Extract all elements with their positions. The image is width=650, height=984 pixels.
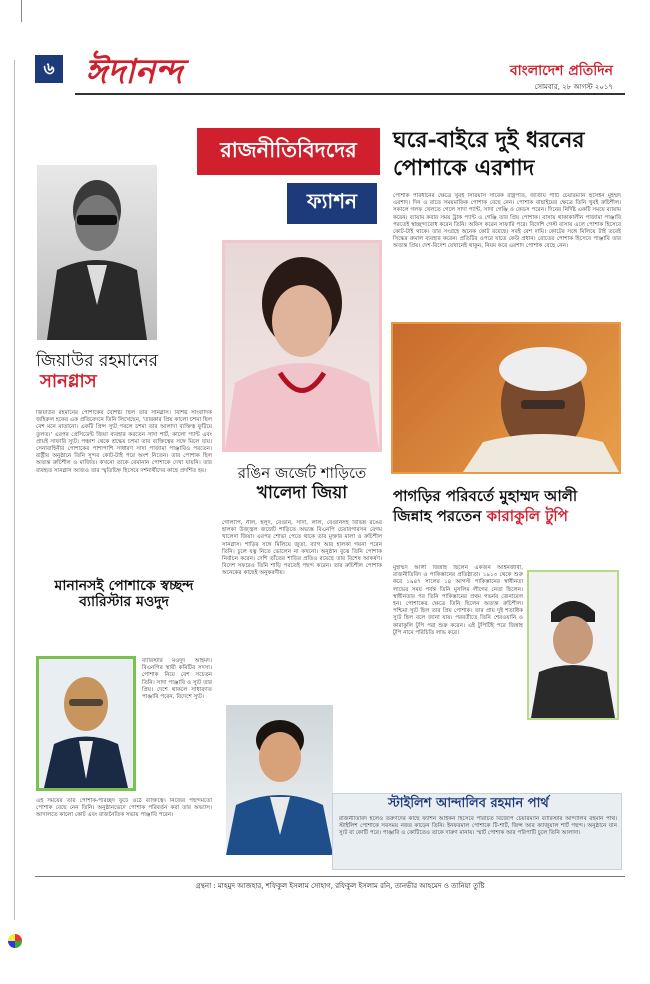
ziaur-title-line2: সানগ্লাস <box>40 370 97 392</box>
newspaper-name: বাংলাদেশ প্রতিদিন <box>509 63 613 79</box>
ershad-body: পোশাক পরিধানের ক্ষেত্রে খুবই সিরিয়াস সাবেক রাষ্ট্রপতি, জাতীয় পার্টি চেয়ারম্যান হুসেইন মুহম্মদ এরশাদ। দিন ও রাতে সময়মাফিক পোশাক বেছে নেন। পোশাক বাছাইয়ের ক্ষেত্রে তিনি খুবই রুচিশীল। সকালে গলফ খেলতে গেলে সাদা প্যান্ট, সাদা গেঞ্জি ও কেডস পরেন। দিনের নির্দিষ্ট একটি সময়ে ব্যায়াম করেন। ব্যায়াম করার সময় ট্রাক প্যান্ট ও গেঞ্জি তার প্রিয় পোশাক। বাসায় থাকাকালীন পাজামা পাঞ্জাবি পরতেই স্বাচ্ছন্দ্যবোধ করেন তিনি। অফিস করেন সাফারি পরে। বিদেশি গেস্ট বাসায় এলে পোশাক হিসেবে কোট-টাই থাকে। তার সংগ্রহে অনেক কোট রয়েছে। সবই বেশ দামি। কোটের সঙ্গে মিলিয়ে টাই তবেই সিদ্ধের রুমাল ব্যবহার করেন। প্রতিটির ওপরে যাতে কেউ প্রধান। রোতের পোশাক হিসেবে পাঞ্জাবি তার অত্যন্ত প্রিয়। দেশ-বিদেশ যেখানেই থাকুন, নিয়ম করে এরশাদ পোশাক বেছে নেন। <box>393 193 621 250</box>
khaleda-body: গোলাপি, নীল, হলুদ, বেগুনি, সাদা, লাল, বেগুনিসহ বিভিন্ন রঙের হালকা উজ্জ্বল জর্জেট শাড়িতে অভ্যস্ত বিএনপি চেয়ারপারসন বেগম খালেদা জিয়া। এরপর শোভা পেতে থাকে তার মুক্তার মালা ও রুচিশীল সানগ্লাস। শাড়ির সঙ্গে মিলিয়ে জুতা, ব্যাগ আর হালকা গয়না পরেন তিনি। চুলে যত্ন নিতে ভোলেন না কখনো। অনুষ্ঠান বুঝে তিনি পোশাক নির্বাচন করেন। দেশি তাঁতের শাড়ির প্রতিও রয়েছে তার বিশেষ আকর্ষণ। বিদেশ সফরেও তিনি শাড়ি পরতেই পছন্দ করেন। তার রুচিশীল পোশাক অনেকের কাছেই অনুকরণীয়। <box>222 520 382 577</box>
crop-mark-top <box>0 0 22 22</box>
jinnah-photo <box>527 570 619 720</box>
partho-body: রাজনীতিবিদ হলেও তরুণদের কাছে ফ্যাশন আইকন হিসেবে পরিচিত বিজেপি চেয়ারম্যান ব্যারিস্টার আন্দালিব রহমান পার্থ। স্টাইলিশ পোশাকে সবসময় নজর কাড়েন তিনি। ইনফরমাল পোশাকে টি-শার্ট, জিন্স আর ক্যাজুয়াল শার্ট পছন্দ। অনুষ্ঠানে যান স্যুট বা কোটি পরে। পাঞ্জাবি ও কোটিতেও তাকে দারুণ মানায়। স্মার্ট পোশাক আর পরিপাটি চুলে তিনি আলাদা। <box>339 816 617 837</box>
headline-banner <box>197 128 380 224</box>
ziaur-photo <box>37 165 157 340</box>
ershad-photo <box>391 322 621 474</box>
partho-box <box>332 793 622 870</box>
moudud-title-line1: মানানসই পোশাকে স্বচ্ছন্দ <box>54 578 194 594</box>
moudud-photo <box>36 656 136 791</box>
footer-rule <box>35 876 625 877</box>
khaleda-title <box>222 465 382 504</box>
jinnah-title-line2 <box>393 508 623 525</box>
credits: গ্রন্থনা : মাহমুদ আজহার, শফিকুল ইসলাম সোহাগ, রফিকুল ইসলাম রনি, তানভীর আহমেদ ও তানিয়া তুষ্টি <box>195 882 485 890</box>
moudud-title-line2: ব্যারিস্টার মওদুদ <box>79 594 169 611</box>
jinnah-title-line2a: জিন্নাহ পরতেন <box>393 507 487 526</box>
moudud-body-side: ব্যারিস্টার মওদুদ আহমদ। বিএনপির স্থায়ী কমিটির সদস্য। পোশাক নিয়ে বেশ সচেতন তিনি। সাদা পাঞ্জাবি ও স্যুট তার প্রিয়। দেশে থাকলে সাধারণত পাঞ্জাবি পরেন, বিদেশে স্যুট। <box>142 658 212 701</box>
ershad-title: ঘরে-বাইরে দুই ধরনের পোশাকে এরশাদ <box>393 127 585 181</box>
jinnah-title <box>393 488 623 526</box>
jinnah-body: মুহাম্মদ আলী জিন্নাহ ছিলেন একজন আইনজীবী, রাজনীতিবিদ ও পাকিস্তানের প্রতিষ্ঠাতা। ১৯১৩ থেকে শুরু করে ১৯৪৭ সালের ১৪ আগস্ট পাকিস্তানের স্বাধীনতা লাভের সময় পর্যন্ত তিনি মুসলিম লীগের নেতা ছিলেন। স্বাধীনতার পর তিনি পাকিস্তানের প্রথম গভর্নর জেনারেল হন। পোশাকের ক্ষেত্রে তিনি ছিলেন অত্যন্ত রুচিশীল। পশ্চিমা স্যুট ছিল তার প্রিয় পোশাক। তার প্রায় দুই শতাধিক স্যুট ছিল বলে জানা যায়। পরবর্তীতে তিনি শেরওয়ানি ও কারাকুলি টুপি পরা শুরু করেন। এই টুপিটিই পরে জিন্নাহ টুপি নামে পরিচিতি লাভ করে। <box>393 565 523 636</box>
section-logo: ঈদানন্দ <box>85 52 183 92</box>
partho-photo <box>226 705 333 855</box>
headline-line1: রাজনীতিবিদদের <box>197 128 380 175</box>
page-header <box>35 52 625 95</box>
partho-title: স্টাইলিশ আন্দালিব রহমান পার্থ <box>388 796 549 811</box>
crop-mark-left <box>14 60 15 920</box>
khaleda-photo <box>222 240 382 452</box>
ziaur-body: জিয়াউর রহমানের পোশাকের বৈশিষ্ট্য ছিল তার সানগ্লাস। বিশিষ্ট সাংবাদিক জহিরুল হকের এক প্রতিবেদনে তিনি লিখেছেন, 'তারকার প্রিয় কালো চশমা ছিল বেশ মনে মাতানো। একটি প্রিন্স স্যুট পরলে চশমা তার আলাদা ব্যক্তিত্ব ফুটিয়ে তুলত।' এরপর প্রেসিডেন্ট জিয়া ব্যবহার করতেন সাদা শার্ট, কালো প্যান্ট এবং প্রায়ই সাফারি স্যুট। পঞ্চাশ থেকে শ্রদ্ধেয় চশমা তার ব্যক্তিত্বের সঙ্গে মিলে যায়। সেনাবাহিনীর পোশাকের পাশাপাশি সাধারণ সাদা পাজামা পাঞ্জাবিও পরতেন। রাষ্ট্রীয় অনুষ্ঠানে তিনি সুন্দর কোট-টাই পরে অংশ নিতেন। তার পোশাক ছিল অত্যন্ত রুচিশীল ও মার্জিত। কখনো তাকে বেমানান পোশাকে দেখা যায়নি। তার ব্যবহৃত সানগ্লাস আজও তার স্মৃতিচিহ্ন হিসেবে দর্শনার্থীদের কাছে প্রদর্শিত হয়। <box>36 410 212 474</box>
header-rule <box>75 93 625 95</box>
ziaur-title-line1: জিয়াউর রহমানের <box>36 351 158 371</box>
page-number: ৬ <box>35 55 63 83</box>
khaleda-title-line1: রঙিন জর্জেট শাড়িতে <box>237 464 367 482</box>
moudud-title <box>36 578 212 610</box>
headline-line2: ফ্যাশন <box>287 183 377 224</box>
ziaur-title <box>36 352 196 392</box>
newspaper-date: সোমবার, ২৮ আগস্ট ২০১৭ <box>534 83 613 91</box>
moudud-body-bottom: এই সময়ের তার পোশাক-পরিচ্ছদ ফুটে ওঠে ব্যক্তিত্বে। নিজের পছন্দমতো পোশাক বেছে নেন তিনি। অনুষ্ঠানভেদে পোশাক পরিবর্তন করা তার অভ্যাস। আদালতে কালো কোট এবং রাজনৈতিক সভায় পাঞ্জাবি পরেন। <box>36 798 212 819</box>
jinnah-title-line2b: কারাকুলি টুপি <box>486 507 568 526</box>
jinnah-title-line1: পাগড়ির পরিবর্তে মুহাম্মদ আলী <box>393 487 578 505</box>
khaleda-title-line2: খালেদা জিয়া <box>256 483 348 504</box>
registration-mark-icon <box>8 934 22 948</box>
